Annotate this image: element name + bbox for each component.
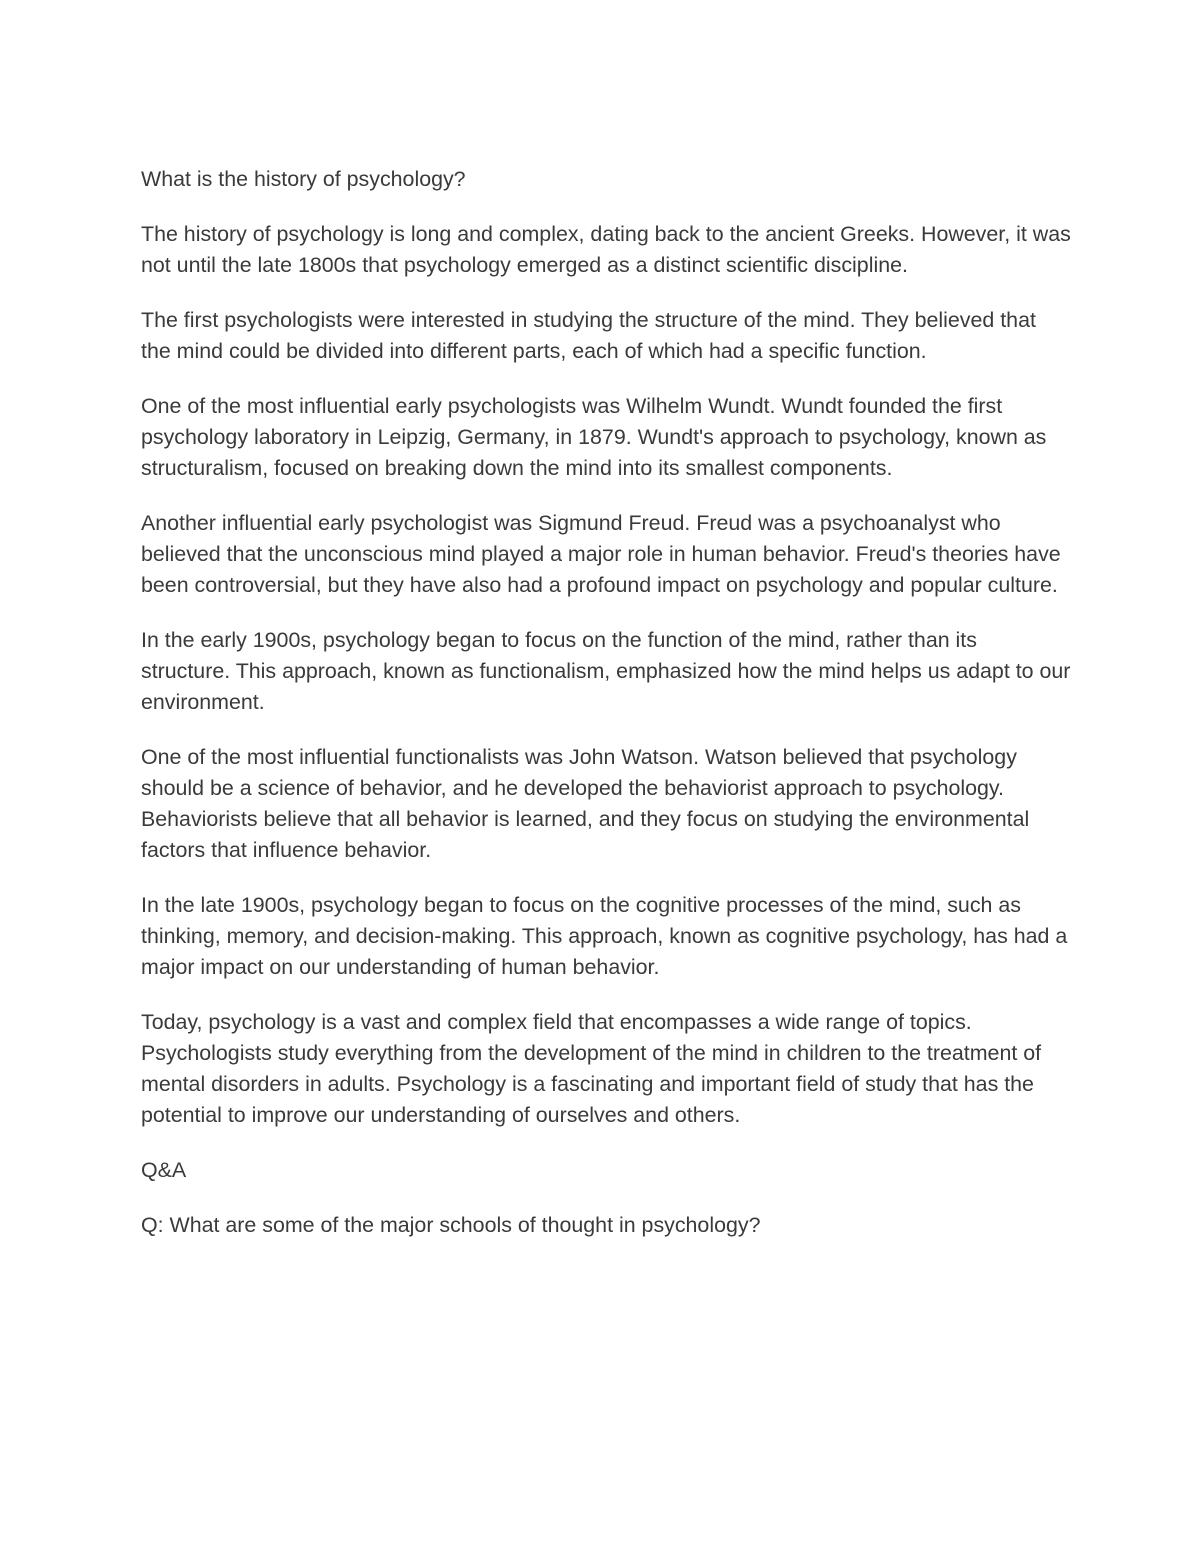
paragraph-intro: The history of psychology is long and complex, dating back to the ancient Greeks. However, it was not until the late 1800s that psychology emerged as a distinct scientific discipline.	[141, 222, 1071, 277]
paragraph-wundt: One of the most influential early psychologists was Wilhelm Wundt. Wundt founded the first psychology laboratory in Leipzig, Germany, in 1879. Wundt's approach to psychology, known as structuralism, focused on breaking down the mind into its smallest components.	[141, 394, 1047, 480]
paragraph-freud: Another influential early psychologist was Sigmund Freud. Freud was a psychoanalyst who believed that the unconscious mind played a major role in human behavior. Freud's theories have been controversial, but they have also had a profound impact on psychology and popular culture.	[141, 511, 1061, 597]
question-title: What is the history of psychology?	[141, 167, 466, 191]
qa-heading: Q&A	[141, 1158, 187, 1182]
paragraph-cognitive: In the late 1900s, psychology began to focus on the cognitive processes of the mind, such as thinking, memory, and decision-making. This approach, known as cognitive psychology, has had a major impact on our understanding of human behavior.	[141, 893, 1068, 979]
paragraph-structure: The first psychologists were interested in studying the structure of the mind. They believed that the mind could be divided into different parts, each of which had a specific function.	[141, 308, 1036, 363]
qa-question: Q: What are some of the major schools of thought in psychology?	[141, 1213, 761, 1237]
paragraph-functionalism: In the early 1900s, psychology began to focus on the function of the mind, rather than its structure. This approach, known as functionalism, emphasized how the mind helps us adapt to our environment.	[141, 628, 1071, 714]
paragraph-today: Today, psychology is a vast and complex field that encompasses a wide range of topics. Psychologists study everything from the development of the mind in children to the treatment of mental disorders in adults. Psychology is a fascinating and important field of study that has the potential to improve our understanding of ourselves and others.	[141, 1010, 1042, 1127]
paragraph-watson: One of the most influential functionalists was John Watson. Watson believed that psychology should be a science of behavior, and he developed the behaviorist approach to psychology. Behaviorists believe that all behavior is learned, and they focus on studying the environmental factors that influence behavior.	[141, 745, 1030, 862]
document-body	[141, 164, 1071, 1265]
